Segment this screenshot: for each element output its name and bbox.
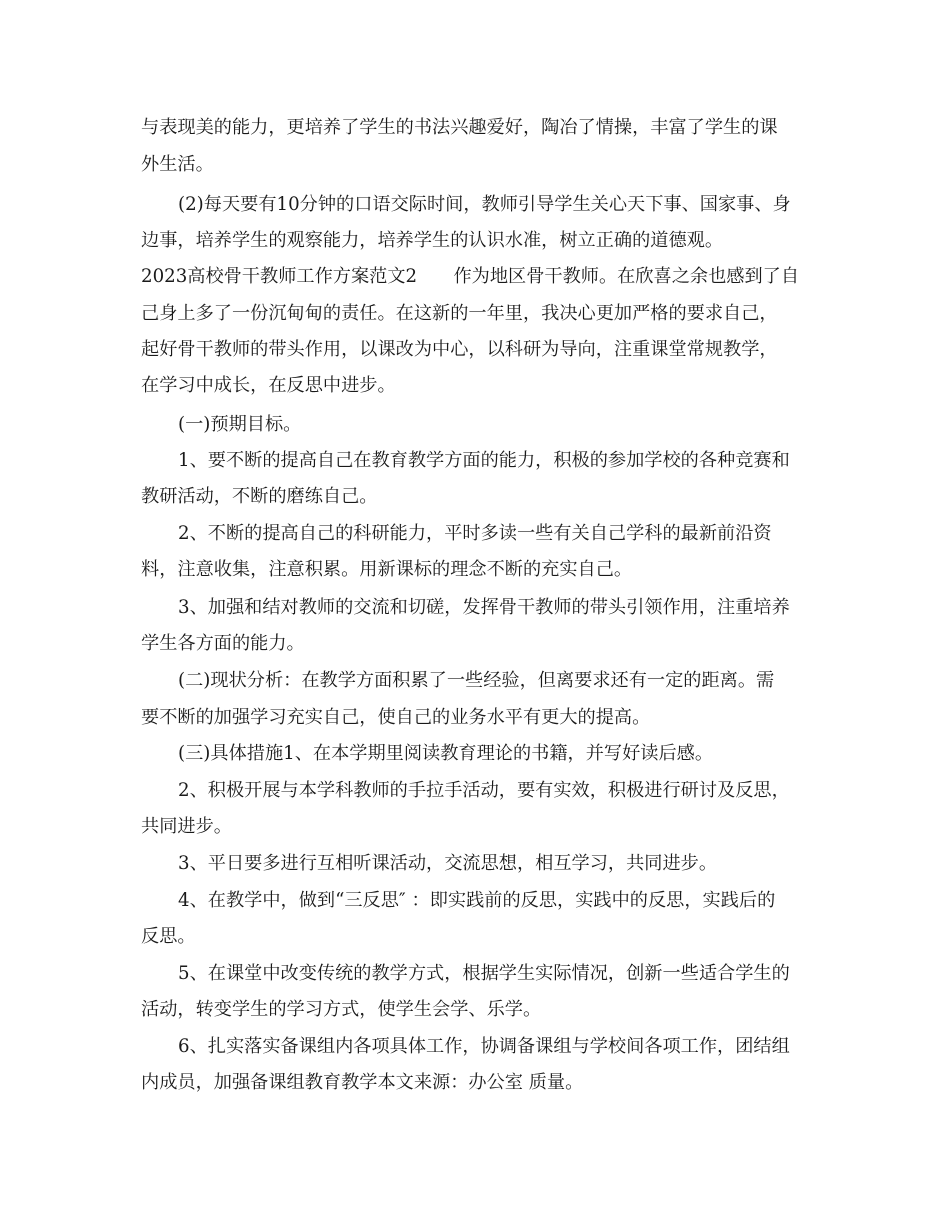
text-line: 5、在课堂中改变传统的教学方式，根据学生实际情况，创新一些适合学生的 bbox=[178, 963, 790, 984]
text-line: 6、扎实落实备课组内各项具体工作，协调备课组与学校间各项工作，团结组 bbox=[178, 1036, 790, 1057]
text-line: 3、平日要多进行互相听课活动，交流思想，相互学习，共同进步。 bbox=[178, 853, 718, 874]
text-line: 反思。 bbox=[141, 926, 196, 947]
text-line: 要不断的加强学习充实自己，使自己的业务水平有更大的提高。 bbox=[141, 707, 651, 728]
text-line: (三)具体措施1、在本学期里阅读教育理论的书籍，并写好读后感。 bbox=[178, 743, 714, 764]
text-line: 内成员，加强备课组教育教学本文来源：办公室 质量。 bbox=[141, 1072, 584, 1093]
text-line: 己身上多了一份沉甸甸的责任。在这新的一年里，我决心更加严格的要求自己， bbox=[141, 303, 778, 324]
text-line: 与表现美的能力，更培养了学生的书法兴趣爱好，陶冶了情操，丰富了学生的课 bbox=[141, 117, 778, 138]
text-line: 教研活动，不断的磨练自己。 bbox=[141, 486, 378, 507]
text-line: (二)现状分析：在教学方面积累了一些经验，但离要求还有一定的距离。需 bbox=[178, 670, 775, 691]
text-line: (2)每天要有10分钟的口语交际时间，教师引导学生关心天下事、国家事、身 bbox=[178, 194, 791, 215]
text-line: 边事，培养学生的观察能力，培养学生的认识水准，树立正确的道德观。 bbox=[141, 230, 724, 251]
text-line: 学生各方面的能力。 bbox=[141, 633, 305, 654]
text-line: 外生活。 bbox=[141, 154, 214, 175]
text-line: 2023高校骨干教师工作方案范文2 作为地区骨干教师。在欣喜之余也感到了自 bbox=[141, 266, 800, 287]
text-line: (一)预期目标。 bbox=[178, 414, 302, 435]
text-line: 活动，转变学生的学习方式，使学生会学、乐学。 bbox=[141, 999, 542, 1020]
text-line: 共同进步。 bbox=[141, 816, 232, 837]
text-line: 1、要不断的提高自己在教育教学方面的能力，积极的参加学校的各种竞赛和 bbox=[178, 450, 790, 471]
text-line: 2、不断的提高自己的科研能力，平时多读一些有关自己学科的最新前沿资 bbox=[178, 523, 772, 544]
text-line: 料，注意收集，注意积累。用新课标的理念不断的充实自己。 bbox=[141, 559, 633, 580]
text-line: 在学习中成长，在反思中进步。 bbox=[141, 375, 396, 396]
text-line: 2、积极开展与本学科教师的手拉手活动，要有实效，积极进行研讨及反思， bbox=[178, 780, 790, 801]
text-line: 起好骨干教师的带头作用，以课改为中心，以科研为导向，注重课堂常规教学， bbox=[141, 339, 778, 360]
text-line: 3、加强和结对教师的交流和切磋，发挥骨干教师的带头引领作用，注重培养 bbox=[178, 597, 790, 618]
text-line: 4、在教学中，做到“三反思″ ：即实践前的反思，实践中的反思，实践后的 bbox=[178, 890, 776, 911]
